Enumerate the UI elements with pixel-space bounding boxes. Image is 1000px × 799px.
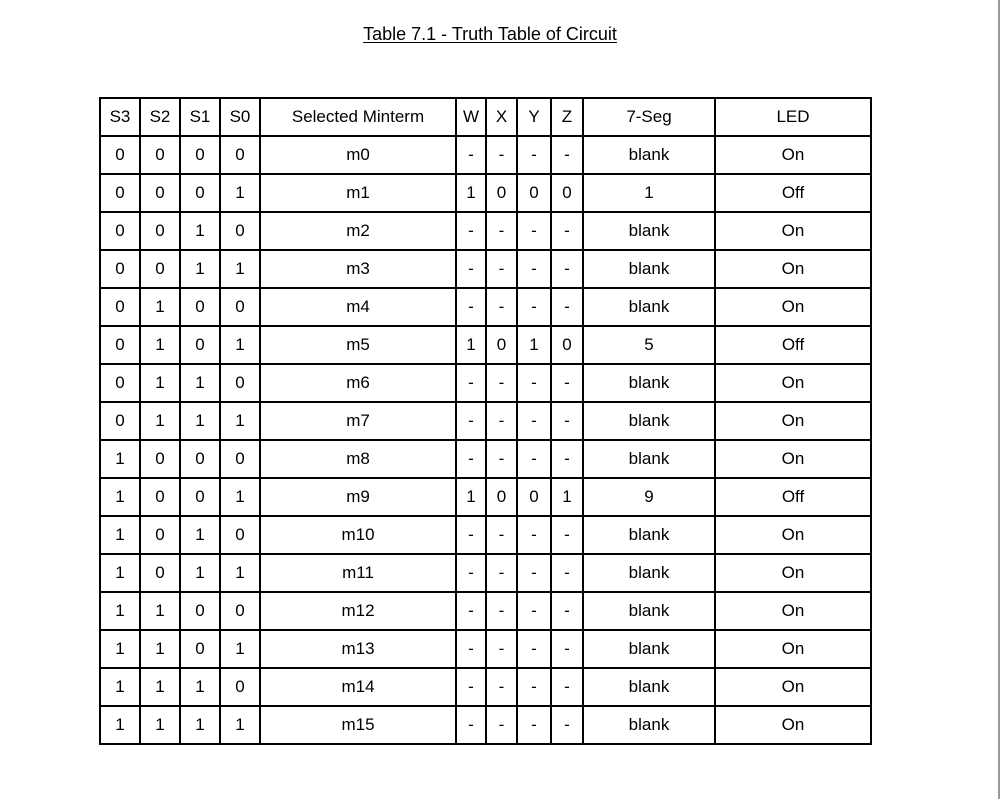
cell-z: 0 [551, 326, 583, 364]
cell-x: - [486, 136, 517, 174]
cell-7-seg: 1 [583, 174, 715, 212]
cell-7-seg: 5 [583, 326, 715, 364]
cell-w: - [456, 706, 486, 744]
table-row [100, 250, 871, 288]
cell-led: On [715, 592, 871, 630]
cell-s0: 1 [220, 402, 260, 440]
cell-s0: 1 [220, 174, 260, 212]
cell-7-seg: blank [583, 592, 715, 630]
cell-s2: 1 [140, 326, 180, 364]
cell-z: - [551, 250, 583, 288]
cell-s3: 0 [100, 402, 140, 440]
cell-x: - [486, 440, 517, 478]
cell-s2: 1 [140, 668, 180, 706]
cell-s0: 1 [220, 478, 260, 516]
table-row [100, 516, 871, 554]
cell-selected-minterm: m12 [260, 592, 456, 630]
cell-x: 0 [486, 478, 517, 516]
cell-s0: 0 [220, 364, 260, 402]
table-body [100, 136, 871, 744]
cell-z: - [551, 630, 583, 668]
cell-s3: 1 [100, 668, 140, 706]
cell-7-seg: blank [583, 364, 715, 402]
table-row [100, 592, 871, 630]
cell-led: Off [715, 478, 871, 516]
cell-led: On [715, 288, 871, 326]
cell-selected-minterm: m4 [260, 288, 456, 326]
cell-s1: 0 [180, 592, 220, 630]
cell-w: - [456, 516, 486, 554]
cell-selected-minterm: m2 [260, 212, 456, 250]
cell-y: 0 [517, 478, 551, 516]
cell-y: - [517, 592, 551, 630]
cell-y: - [517, 136, 551, 174]
cell-x: - [486, 630, 517, 668]
cell-x: - [486, 212, 517, 250]
cell-s3: 1 [100, 630, 140, 668]
cell-x: - [486, 554, 517, 592]
cell-z: - [551, 706, 583, 744]
cell-s2: 1 [140, 592, 180, 630]
cell-s3: 1 [100, 478, 140, 516]
table-caption: Table 7.1 - Truth Table of Circuit [363, 24, 617, 44]
cell-led: On [715, 212, 871, 250]
cell-selected-minterm: m8 [260, 440, 456, 478]
cell-s1: 1 [180, 364, 220, 402]
header-s3: S3 [100, 98, 140, 136]
cell-y: 1 [517, 326, 551, 364]
cell-selected-minterm: m3 [260, 250, 456, 288]
cell-x: - [486, 288, 517, 326]
cell-x: 0 [486, 326, 517, 364]
table-row [100, 288, 871, 326]
cell-y: - [517, 668, 551, 706]
cell-x: - [486, 706, 517, 744]
table-row [100, 174, 871, 212]
cell-y: - [517, 364, 551, 402]
cell-7-seg: blank [583, 212, 715, 250]
table-row [100, 554, 871, 592]
cell-s2: 0 [140, 212, 180, 250]
header-led: LED [715, 98, 871, 136]
table-row [100, 364, 871, 402]
cell-s1: 1 [180, 212, 220, 250]
cell-led: Off [715, 326, 871, 364]
header-s0: S0 [220, 98, 260, 136]
cell-selected-minterm: m10 [260, 516, 456, 554]
cell-w: - [456, 136, 486, 174]
cell-s3: 0 [100, 288, 140, 326]
table-row [100, 440, 871, 478]
cell-s2: 0 [140, 440, 180, 478]
table-row [100, 326, 871, 364]
cell-led: On [715, 706, 871, 744]
cell-s0: 0 [220, 516, 260, 554]
header-x: X [486, 98, 517, 136]
cell-7-seg: blank [583, 288, 715, 326]
cell-s0: 1 [220, 554, 260, 592]
cell-s1: 0 [180, 326, 220, 364]
cell-w: - [456, 212, 486, 250]
cell-z: - [551, 440, 583, 478]
header-row [100, 98, 871, 136]
table-row [100, 136, 871, 174]
header-selected-minterm: Selected Minterm [260, 98, 456, 136]
cell-7-seg: blank [583, 250, 715, 288]
truth-table [99, 97, 872, 745]
cell-s2: 0 [140, 136, 180, 174]
cell-s0: 0 [220, 440, 260, 478]
cell-y: - [517, 402, 551, 440]
cell-y: 0 [517, 174, 551, 212]
cell-w: - [456, 440, 486, 478]
cell-s2: 1 [140, 364, 180, 402]
cell-s2: 0 [140, 516, 180, 554]
cell-z: - [551, 592, 583, 630]
cell-s1: 1 [180, 668, 220, 706]
cell-s0: 1 [220, 326, 260, 364]
cell-s2: 0 [140, 174, 180, 212]
header-s2: S2 [140, 98, 180, 136]
cell-7-seg: blank [583, 554, 715, 592]
cell-s3: 1 [100, 554, 140, 592]
cell-w: 1 [456, 326, 486, 364]
cell-y: - [517, 630, 551, 668]
cell-s2: 1 [140, 288, 180, 326]
cell-z: - [551, 364, 583, 402]
cell-y: - [517, 554, 551, 592]
table-row [100, 402, 871, 440]
cell-s3: 0 [100, 250, 140, 288]
cell-y: - [517, 440, 551, 478]
cell-s0: 0 [220, 136, 260, 174]
cell-x: 0 [486, 174, 517, 212]
cell-7-seg: blank [583, 516, 715, 554]
cell-7-seg: 9 [583, 478, 715, 516]
cell-w: - [456, 402, 486, 440]
cell-selected-minterm: m5 [260, 326, 456, 364]
table-row [100, 630, 871, 668]
cell-s1: 0 [180, 174, 220, 212]
cell-s3: 1 [100, 516, 140, 554]
cell-selected-minterm: m9 [260, 478, 456, 516]
cell-x: - [486, 250, 517, 288]
cell-s1: 0 [180, 440, 220, 478]
cell-w: - [456, 554, 486, 592]
cell-z: - [551, 288, 583, 326]
table-row [100, 478, 871, 516]
cell-s3: 0 [100, 364, 140, 402]
cell-x: - [486, 516, 517, 554]
cell-s2: 1 [140, 706, 180, 744]
cell-s2: 0 [140, 250, 180, 288]
cell-s0: 0 [220, 288, 260, 326]
cell-y: - [517, 288, 551, 326]
cell-z: - [551, 402, 583, 440]
cell-7-seg: blank [583, 440, 715, 478]
cell-x: - [486, 364, 517, 402]
cell-w: - [456, 364, 486, 402]
cell-s3: 1 [100, 440, 140, 478]
cell-selected-minterm: m0 [260, 136, 456, 174]
cell-s3: 1 [100, 592, 140, 630]
cell-led: On [715, 136, 871, 174]
cell-7-seg: blank [583, 668, 715, 706]
cell-x: - [486, 592, 517, 630]
cell-y: - [517, 212, 551, 250]
cell-led: On [715, 516, 871, 554]
header-y: Y [517, 98, 551, 136]
cell-s1: 0 [180, 136, 220, 174]
cell-y: - [517, 516, 551, 554]
table-row [100, 706, 871, 744]
cell-s1: 1 [180, 554, 220, 592]
cell-z: - [551, 554, 583, 592]
cell-7-seg: blank [583, 136, 715, 174]
cell-selected-minterm: m11 [260, 554, 456, 592]
cell-s2: 0 [140, 554, 180, 592]
cell-w: 1 [456, 478, 486, 516]
cell-7-seg: blank [583, 402, 715, 440]
cell-s3: 0 [100, 136, 140, 174]
cell-7-seg: blank [583, 630, 715, 668]
cell-led: On [715, 440, 871, 478]
cell-w: 1 [456, 174, 486, 212]
cell-selected-minterm: m7 [260, 402, 456, 440]
cell-s1: 1 [180, 402, 220, 440]
cell-selected-minterm: m14 [260, 668, 456, 706]
cell-w: - [456, 288, 486, 326]
cell-z: 1 [551, 478, 583, 516]
cell-s0: 1 [220, 630, 260, 668]
cell-z: - [551, 136, 583, 174]
cell-led: On [715, 250, 871, 288]
cell-s1: 0 [180, 630, 220, 668]
cell-selected-minterm: m13 [260, 630, 456, 668]
cell-led: On [715, 554, 871, 592]
cell-selected-minterm: m1 [260, 174, 456, 212]
cell-x: - [486, 402, 517, 440]
header-w: W [456, 98, 486, 136]
cell-led: On [715, 668, 871, 706]
cell-z: - [551, 668, 583, 706]
header-z: Z [551, 98, 583, 136]
cell-7-seg: blank [583, 706, 715, 744]
cell-s0: 0 [220, 592, 260, 630]
cell-s1: 0 [180, 288, 220, 326]
header-7-seg: 7-Seg [583, 98, 715, 136]
cell-led: On [715, 364, 871, 402]
cell-s1: 0 [180, 478, 220, 516]
cell-s1: 1 [180, 250, 220, 288]
cell-s1: 1 [180, 516, 220, 554]
cell-z: - [551, 516, 583, 554]
cell-s0: 0 [220, 212, 260, 250]
cell-s2: 0 [140, 478, 180, 516]
cell-z: 0 [551, 174, 583, 212]
table-row [100, 668, 871, 706]
cell-selected-minterm: m15 [260, 706, 456, 744]
cell-s1: 1 [180, 706, 220, 744]
cell-s0: 0 [220, 668, 260, 706]
cell-selected-minterm: m6 [260, 364, 456, 402]
cell-w: - [456, 630, 486, 668]
cell-w: - [456, 668, 486, 706]
cell-led: On [715, 402, 871, 440]
cell-s2: 1 [140, 630, 180, 668]
cell-s3: 1 [100, 706, 140, 744]
cell-led: Off [715, 174, 871, 212]
header-s1: S1 [180, 98, 220, 136]
cell-y: - [517, 706, 551, 744]
cell-s3: 0 [100, 174, 140, 212]
cell-w: - [456, 250, 486, 288]
cell-w: - [456, 592, 486, 630]
cell-y: - [517, 250, 551, 288]
cell-x: - [486, 668, 517, 706]
cell-s3: 0 [100, 212, 140, 250]
cell-z: - [551, 212, 583, 250]
cell-s2: 1 [140, 402, 180, 440]
cell-s3: 0 [100, 326, 140, 364]
table-row [100, 212, 871, 250]
cell-led: On [715, 630, 871, 668]
cell-s0: 1 [220, 706, 260, 744]
cell-s0: 1 [220, 250, 260, 288]
